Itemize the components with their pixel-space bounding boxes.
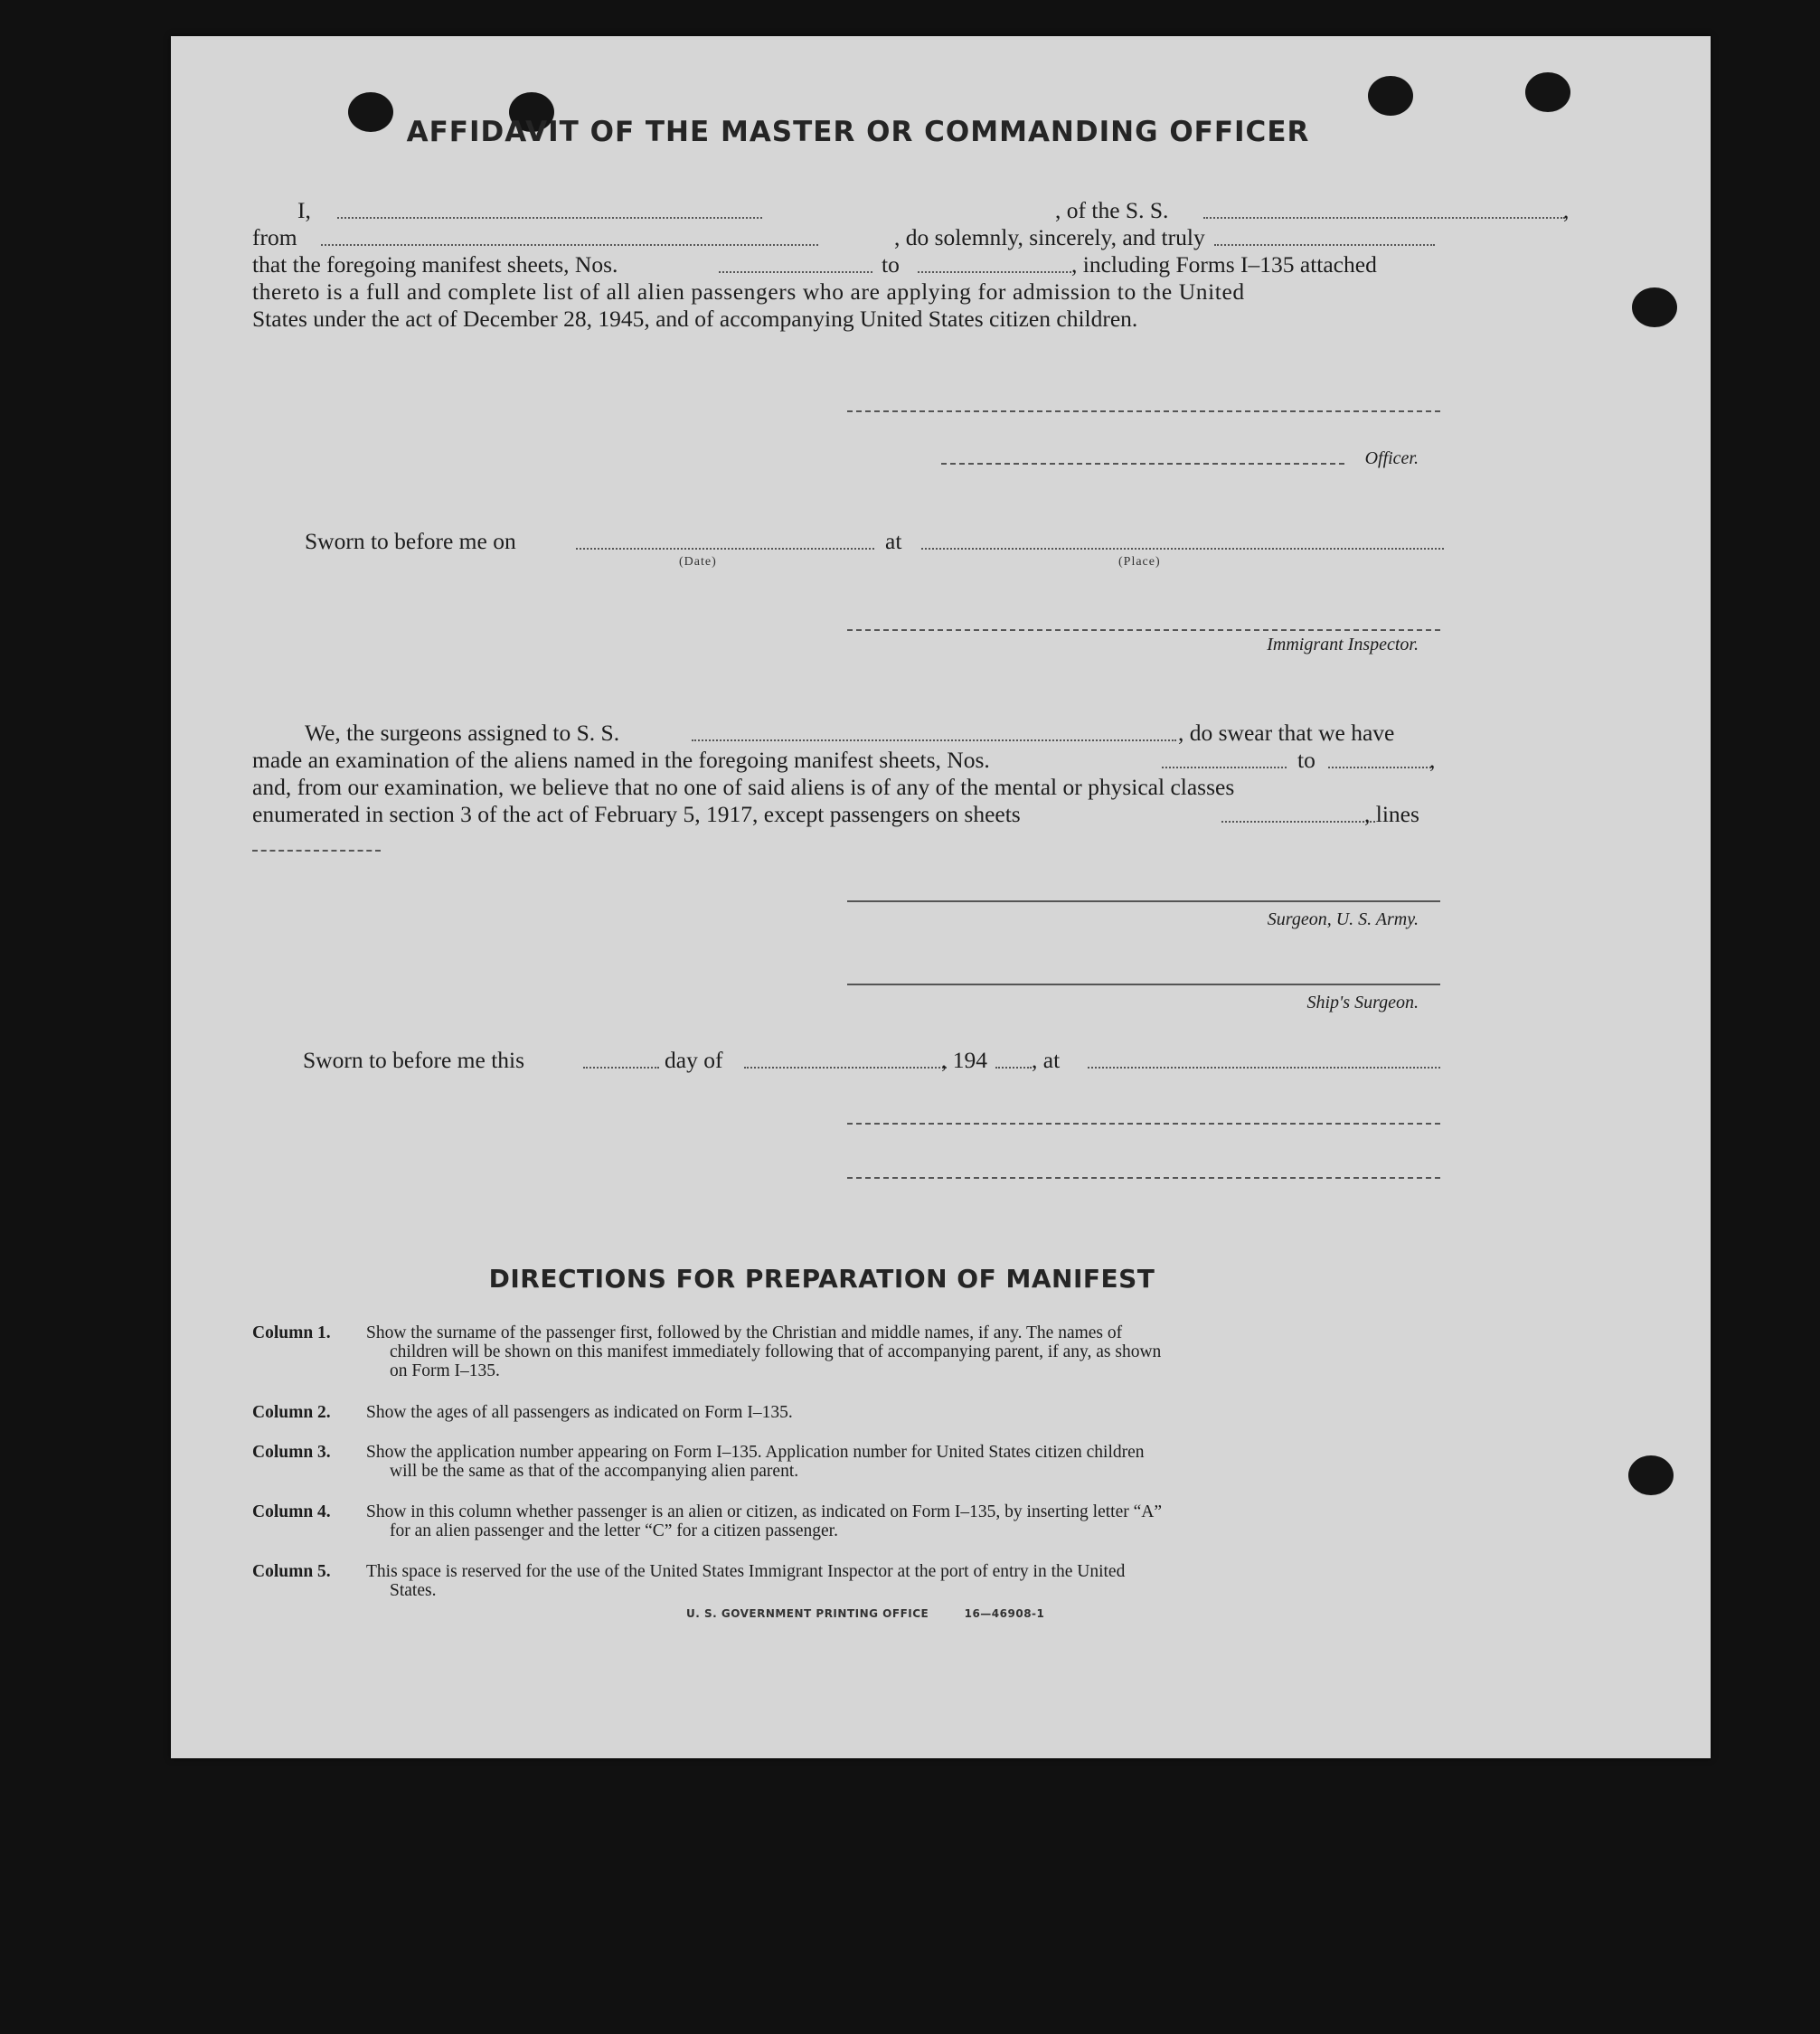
- punch-hole: [1368, 76, 1413, 116]
- date-caption: (Date): [679, 555, 717, 569]
- printer-name: U. S. GOVERNMENT PRINTING OFFICE: [686, 1607, 929, 1620]
- signature-line-2[interactable]: [847, 1177, 1440, 1179]
- printer-footer: [686, 1607, 1044, 1620]
- surgeons-line-3: and, from our examination, we believe that no one of said aliens is of any of the mental or physical classes: [252, 774, 1235, 800]
- direction-text: Show the application number appearing on Form I–135. Application number for United States citizen children: [366, 1443, 1145, 1462]
- from-port-field[interactable]: [321, 224, 818, 246]
- sworn-month-field[interactable]: [744, 1047, 947, 1069]
- signature-line-ship-surgeon[interactable]: [847, 984, 1440, 985]
- ship-name-field[interactable]: [1203, 197, 1565, 219]
- inspector-label: Immigrant Inspector.: [1267, 635, 1419, 654]
- affidavit-title: AFFIDAVIT OF THE MASTER OR COMMANDING OFFICER: [406, 116, 1310, 148]
- directions-title: DIRECTIONS FOR PREPARATION OF MANIFEST: [488, 1264, 1155, 1294]
- sworn-day-field[interactable]: [583, 1047, 659, 1069]
- direction-text: for an alien passenger and the letter “C” for a citizen passenger.: [390, 1521, 838, 1540]
- surgeon-sheet-to-field[interactable]: [1328, 747, 1431, 768]
- punch-hole: [1632, 287, 1677, 327]
- sheet-to-field[interactable]: [918, 251, 1071, 273]
- signature-line-army-surgeon[interactable]: [847, 900, 1440, 902]
- master-name-field[interactable]: [337, 197, 762, 219]
- direction-column-label: Column 2.: [252, 1403, 331, 1422]
- direction-column-label: Column 5.: [252, 1562, 331, 1581]
- officer-label: Officer.: [1364, 448, 1419, 468]
- place-caption: (Place): [1118, 555, 1161, 569]
- affidavit-line-4: thereto is a full and complete list of all alien passengers who are applying for admission to the United: [252, 278, 1245, 305]
- document-page: AFFIDAVIT OF THE MASTER OR COMMANDING OFFICER I, , of the S. S. , from , do solemnly, sincerely, and truly that the foregoing manifest sheets, Nos. to , including Forms I–135 attached thereto is a full and complete list of all alien passengers who are applying for admission to the United States under the act of December 28, 1945, and of accompanying United States citizen children. Officer. Sworn to before me on at (Date) (Place) Immigrant Inspector. We, the surgeons assigned to S. S. , do swear that we have made an examination of the aliens named in the foregoing manifest sheets, Nos. to , and, from our examination, we believe that no one of said aliens is of any of the mental or physical classes enumerated in section 3 of the act of February 5, 1917, except passengers on sheets , lines Surgeon, U. S. Army. Ship's Surgeon. Sworn to before me this day of , 194 , at DIRECTIONS FOR PREPARATION OF MANIFEST Column 1. Show the surname of the passenger first, followed by the Christian and middle names, if any. The names of children will be shown on this manifest immediately following that of accompanying parent, if any, as shown on Form I–135. Column 2. Show the ages of all passengers as indicated on Form I–135. Column 3. Show the application number appearing on Form I–135. Application number for United States citizen children will be the same as that of the accompanying alien parent. Column 4. Show in this column whether passenger is an alien or citizen, as indicated on Form I–135, by inserting letter “A” for an alien passenger and the letter “C” for a citizen passenger. Column 5. This space is reserved for the use of the United States Immigrant Inspector at the port of entry in the United States. U. S. GOVERNMENT PRINTING OFFICE 16—46908-1: [171, 36, 1711, 1758]
- affidavit-line-5: States under the act of December 28, 1945, and of accompanying United States citizen children.: [252, 306, 1138, 332]
- direction-text: on Form I–135.: [390, 1361, 500, 1380]
- punch-hole: [1525, 72, 1570, 112]
- direction-text: This space is reserved for the use of the United States Immigrant Inspector at the port of entry in the United: [366, 1562, 1126, 1581]
- direction-column-label: Column 1.: [252, 1323, 331, 1342]
- direction-text: will be the same as that of the accompanying alien parent.: [390, 1462, 799, 1481]
- ship-surgeon-label: Ship's Surgeon.: [1306, 993, 1419, 1012]
- sworn-year-field[interactable]: [995, 1047, 1032, 1069]
- punch-hole: [1628, 1455, 1674, 1495]
- surgeon-sheet-from-field[interactable]: [1162, 747, 1287, 768]
- direction-text: Show in this column whether passenger is an alien or citizen, as indicated on Form I–135, by inserting letter “A”: [366, 1502, 1162, 1521]
- sworn-location-field[interactable]: [1088, 1047, 1440, 1069]
- punch-hole: [348, 92, 393, 132]
- surgeon-ship-field[interactable]: [692, 720, 1176, 741]
- sworn-place-field[interactable]: [921, 528, 1444, 550]
- sheet-from-field[interactable]: [719, 251, 872, 273]
- direction-text: Show the ages of all passengers as indicated on Form I–135.: [366, 1403, 793, 1422]
- direction-text: Show the surname of the passenger first, followed by the Christian and middle names, if any. The names of: [366, 1323, 1123, 1342]
- oath-field[interactable]: [1214, 224, 1435, 246]
- signature-line-inspector[interactable]: [847, 629, 1440, 631]
- direction-text: children will be shown on this manifest immediately following that of accompanying parent, if any, as shown: [390, 1342, 1162, 1361]
- direction-column-label: Column 3.: [252, 1443, 331, 1462]
- except-sheets-field[interactable]: [1221, 801, 1375, 823]
- army-surgeon-label: Surgeon, U. S. Army.: [1267, 909, 1419, 929]
- sworn-date-field[interactable]: [576, 528, 874, 550]
- direction-column-label: Column 4.: [252, 1502, 331, 1521]
- signature-line-master[interactable]: [847, 410, 1440, 412]
- lines-field[interactable]: [252, 850, 381, 852]
- direction-text: States.: [390, 1581, 437, 1600]
- form-code: 16—46908-1: [964, 1607, 1045, 1620]
- signature-line-1[interactable]: [847, 1123, 1440, 1125]
